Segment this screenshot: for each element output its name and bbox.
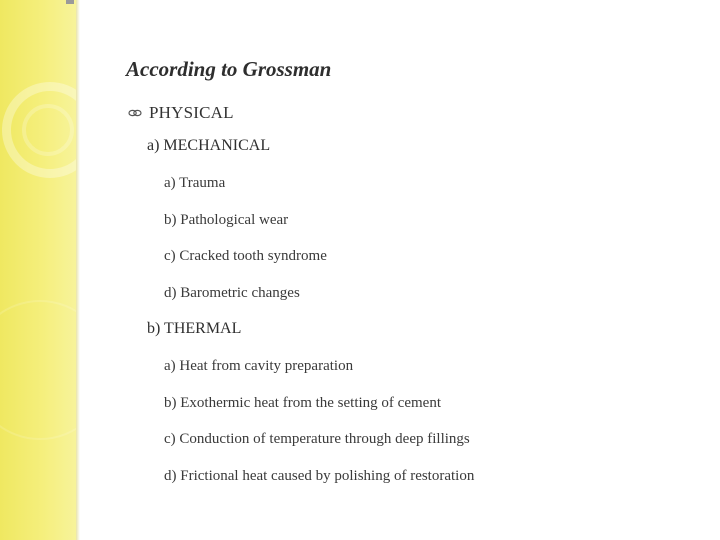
section-title-mechanical: a) MECHANICAL: [147, 137, 271, 154]
slide-heading: According to Grossman: [126, 57, 332, 81]
decorative-side-band: [0, 0, 76, 540]
list-item: b) Pathological wear: [164, 212, 289, 228]
corner-mark: [66, 0, 74, 4]
bullet-physical: [128, 102, 234, 124]
list-item: c) Conduction of temperature through deep fillings: [164, 431, 470, 447]
loop-bullet-icon: [128, 106, 142, 120]
bullet-label: PHYSICAL: [149, 103, 234, 122]
list-item: c) Cracked tooth syndrome: [164, 248, 327, 264]
list-item: d) Frictional heat caused by polishing of restoration: [164, 468, 475, 484]
list-item: b) Exothermic heat from the setting of cement: [164, 395, 441, 411]
list-item: d) Barometric changes: [164, 285, 300, 301]
list-item: a) Trauma: [164, 175, 226, 191]
side-band-edge: [76, 0, 80, 540]
decorative-ring: [0, 300, 76, 440]
decorative-ring: [22, 104, 74, 156]
section-title-thermal: b) THERMAL: [147, 320, 242, 337]
list-item: a) Heat from cavity preparation: [164, 358, 354, 374]
